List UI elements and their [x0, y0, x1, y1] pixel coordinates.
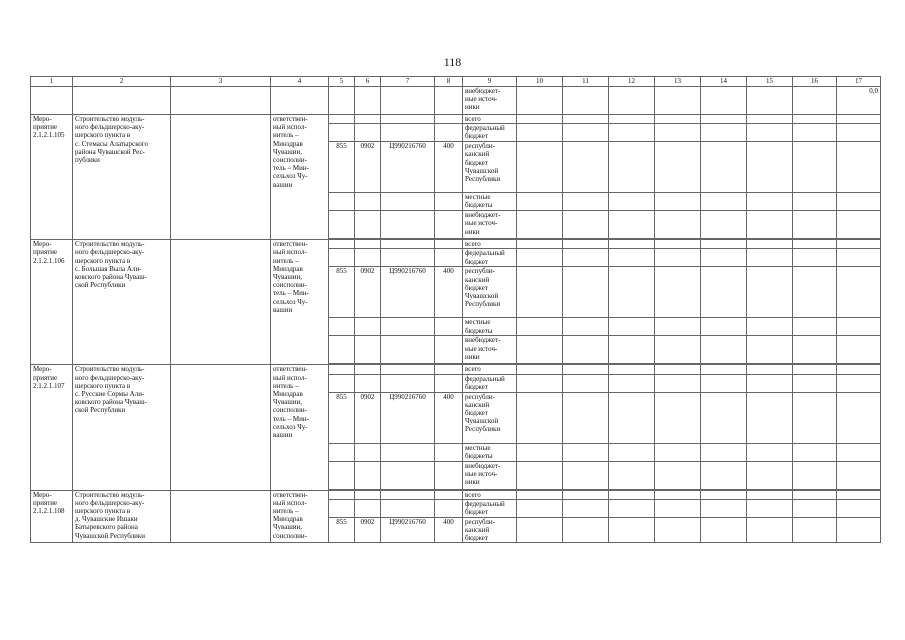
- source-cell: внебюджет- ные источ- ники: [463, 87, 517, 115]
- grbs-cell: 855: [329, 392, 355, 443]
- col-header: 9: [463, 77, 517, 87]
- source-cell: местные бюджеты: [463, 193, 517, 211]
- measure-id: Меро- приятие 2.1.2.1.105: [31, 115, 73, 240]
- col-header: 12: [609, 77, 655, 87]
- measure-id: Меро- приятие 2.1.2.1.106: [31, 240, 73, 365]
- source-cell: всего: [463, 365, 517, 374]
- grbs-cell: 855: [329, 517, 355, 543]
- col-header: 16: [793, 77, 837, 87]
- measure-name: Строительство модуль- ного фельдшерско-аку- шерского пункта в с. Стемасы Алатырского района Чувашской Рес- публики: [73, 115, 171, 240]
- measure-id: Меро- приятие 2.1.2.1.107: [31, 365, 73, 490]
- measure-name: Строительство модуль- ного фельдшерско-аку- шерского пункта в с. Большая Выла Али- ковского района Чуваш- ской Республики: [73, 240, 171, 365]
- table-row: [31, 365, 881, 374]
- source-cell: республи- канский бюджет Чувашской Республики: [463, 392, 517, 443]
- col-header: 7: [381, 77, 435, 87]
- csr-cell: Ц990216760: [381, 517, 435, 543]
- executor-cell: ответствен- ный испол- нитель – Минздрав Чувашии, соисполни- тель – Мин- сельхоз Чу- вашии: [271, 115, 329, 240]
- executor-cell: ответствен- ный испол- нитель – Минздрав Чувашии, соисполни- тель – Мин- сельхоз Чу- вашии: [271, 240, 329, 365]
- executor-cell: ответствен- ный испол- нитель – Минздрав Чувашии, соисполни- тель – Мин- сельхоз Чу- вашии: [271, 365, 329, 490]
- col-header: 14: [701, 77, 747, 87]
- header-row: [31, 77, 881, 87]
- rzpr-cell: 0902: [355, 392, 381, 443]
- grbs-cell: 855: [329, 267, 355, 318]
- source-cell: федеральный бюджет: [463, 499, 517, 517]
- source-cell: местные бюджеты: [463, 318, 517, 336]
- vr-cell: 400: [435, 517, 463, 543]
- col-header: 3: [171, 77, 271, 87]
- source-cell: местные бюджеты: [463, 443, 517, 461]
- col-header: 1: [31, 77, 73, 87]
- value-cell: 0,0: [837, 87, 881, 115]
- col-header: 10: [517, 77, 563, 87]
- source-cell: федеральный бюджет: [463, 249, 517, 267]
- source-cell: федеральный бюджет: [463, 124, 517, 142]
- rzpr-cell: 0902: [355, 142, 381, 193]
- col-header: 6: [355, 77, 381, 87]
- table-row: [31, 490, 881, 499]
- rzpr-cell: 0902: [355, 517, 381, 543]
- col-header: 4: [271, 77, 329, 87]
- source-cell: республи- канский бюджет Чувашской Республики: [463, 142, 517, 193]
- vr-cell: 400: [435, 392, 463, 443]
- source-cell: федеральный бюджет: [463, 374, 517, 392]
- col-header: 2: [73, 77, 171, 87]
- source-cell: всего: [463, 240, 517, 249]
- rzpr-cell: 0902: [355, 267, 381, 318]
- source-cell: республи- канский бюджет: [463, 517, 517, 543]
- col-header: 13: [655, 77, 701, 87]
- source-cell: республи- канский бюджет Чувашской Республики: [463, 267, 517, 318]
- source-cell: всего: [463, 490, 517, 499]
- budget-table: [30, 76, 881, 543]
- col-header: 11: [563, 77, 609, 87]
- grbs-cell: 855: [329, 142, 355, 193]
- source-cell: всего: [463, 115, 517, 124]
- executor-cell: ответствен- ный испол- нитель – Минздрав Чувашии, соисполни-: [271, 490, 329, 543]
- table-row: [31, 240, 881, 249]
- csr-cell: Ц990216760: [381, 392, 435, 443]
- col-header: 8: [435, 77, 463, 87]
- source-cell: внебюджет- ные источ- ники: [463, 211, 517, 239]
- page-number: 118: [443, 55, 462, 69]
- csr-cell: Ц990216760: [381, 267, 435, 318]
- source-cell: внебюджет- ные источ- ники: [463, 336, 517, 364]
- measure-id: Меро- приятие 2.1.2.1.108: [31, 490, 73, 543]
- col-header: 17: [837, 77, 881, 87]
- source-cell: внебюджет- ные источ- ники: [463, 461, 517, 489]
- col-header: 5: [329, 77, 355, 87]
- measure-name: Строительство модуль- ного фельдшерско-аку- шерского пункта в с. Русские Сормы Али- ковского района Чуваш- ской Республики: [73, 365, 171, 490]
- csr-cell: Ц990216760: [381, 142, 435, 193]
- table-row: [31, 87, 881, 115]
- table-row: [31, 115, 881, 124]
- vr-cell: 400: [435, 267, 463, 318]
- measure-name: Строительство модуль- ного фельдшерско-аку- шерского пункта в д. Чувашские Ишаки Батыревского района Чувашской Республики: [73, 490, 171, 543]
- vr-cell: 400: [435, 142, 463, 193]
- col-header: 15: [747, 77, 793, 87]
